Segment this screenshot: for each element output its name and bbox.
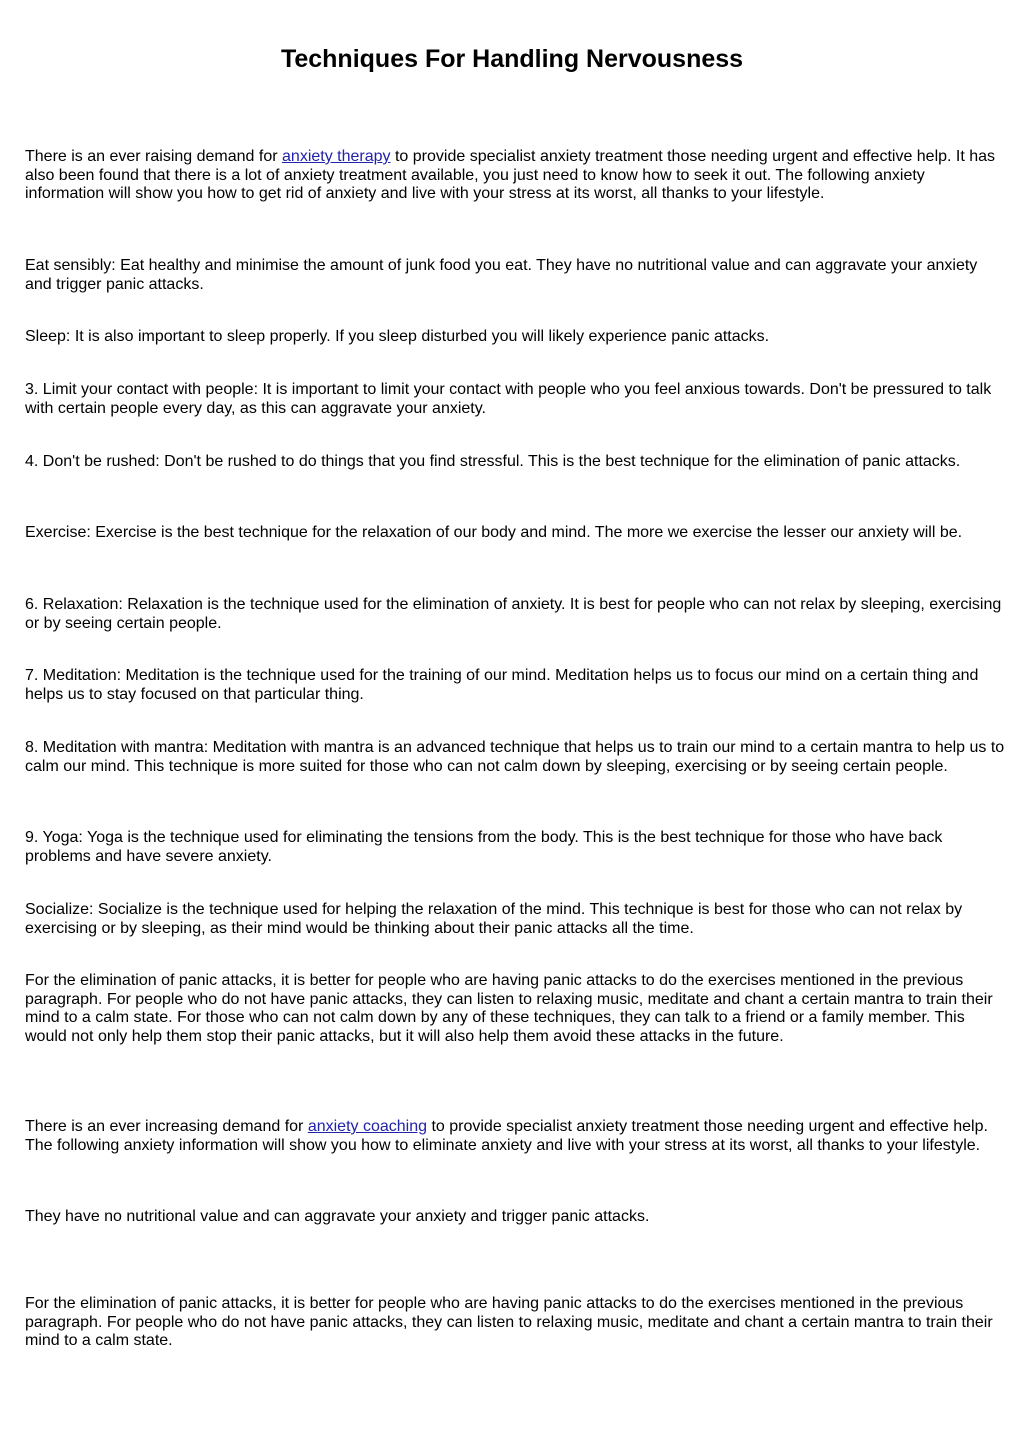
- paragraph-elimination-panic: For the elimination of panic attacks, it is better for people who are having panic attacks to do the exercises mentioned in the previous paragraph. For people who do not have panic attacks, they can listen to relaxing music, meditate and chant a certain mantra to train their mind to a calm state. For those who can not calm down by any of these techniques, they can talk to a friend or a family member. This would not only help them stop their panic attacks, but it will also help them avoid these attacks in the future.: [25, 972, 993, 1045]
- anxiety-coaching-link[interactable]: anxiety coaching: [307, 1118, 427, 1135]
- paragraph-intro: [25, 148, 1005, 204]
- paragraph-meditation: 7. Meditation: Meditation is the technique used for the training of our mind. Meditation helps us to focus our mind on a certain thing and helps us to stay focused on that particular thing.: [25, 667, 979, 703]
- paragraph-intro-text-before: There is an ever raising demand for: [25, 148, 283, 165]
- paragraph-relaxation: 6. Relaxation: Relaxation is the technique used for the elimination of anxiety. It is best for people who can not relax by sleeping, exercising or by seeing certain people.: [25, 596, 1002, 632]
- document-title: Techniques For Handling Nervousness: [280, 45, 744, 73]
- paragraph-nutritional-value: They have no nutritional value and can aggravate your anxiety and trigger panic attacks.: [25, 1208, 650, 1225]
- paragraph-coaching-text-after: to provide specialist anxiety treatment those needing urgent and effective help. The following anxiety information will show you how to eliminate anxiety and live with your stress at its worst, all thanks to your lifestyle.: [25, 1118, 988, 1154]
- paragraph-eat-sensibly: Eat sensibly: Eat healthy and minimise the amount of junk food you eat. They have no nutritional value and can aggravate your anxiety and trigger panic attacks.: [25, 257, 978, 293]
- paragraph-coaching-text-before: There is an ever increasing demand for: [25, 1118, 308, 1135]
- paragraph-elimination-panic-repeat: For the elimination of panic attacks, it is better for people who are having panic attacks to do the exercises mentioned in the previous paragraph. For people who do not have panic attacks, they can listen to relaxing music, meditate and chant a certain mantra to train their mind to a calm state.: [25, 1295, 993, 1350]
- paragraph-socialize: Socialize: Socialize is the technique used for helping the relaxation of the mind. This technique is best for those who can not relax by exercising or by sleeping, as their mind would be thinking about their panic attacks all the time.: [25, 901, 963, 937]
- anxiety-therapy-link[interactable]: anxiety therapy: [282, 148, 391, 165]
- paragraph-limit-contact: 3. Limit your contact with people: It is important to limit your contact with people who you feel anxious towards. Don't be pressured to talk with certain people every day, as this can aggravate your anxiety.: [25, 381, 992, 417]
- paragraph-meditation-mantra: 8. Meditation with mantra: Meditation with mantra is an advanced technique that helps us to train our mind to a certain mantra to help us to calm our mind. This technique is more suited for those who can not calm down by sleeping, exercising or by seeing certain people.: [25, 739, 1005, 775]
- paragraph-anxiety-coaching: [25, 1118, 1005, 1155]
- paragraph-intro-text-after: to provide specialist anxiety treatment those needing urgent and effective help. It has also been found that there is a lot of anxiety treatment available, you just need to know how to seek it out. The following anxiety information will show you how to get rid of anxiety and live with your stress at its worst, all thanks to your lifestyle.: [25, 148, 996, 203]
- paragraph-yoga: 9. Yoga: Yoga is the technique used for eliminating the tensions from the body. This is the best technique for those who have back problems and have severe anxiety.: [25, 829, 943, 865]
- paragraph-sleep: Sleep: It is also important to sleep properly. If you sleep disturbed you will likely experience panic attacks.: [25, 328, 770, 345]
- paragraph-dont-be-rushed: 4. Don't be rushed: Don't be rushed to do things that you find stressful. This is the best technique for the elimination of panic attacks.: [25, 453, 961, 470]
- paragraph-exercise: Exercise: Exercise is the best technique for the relaxation of our body and mind. The more we exercise the lesser our anxiety will be.: [25, 524, 963, 541]
